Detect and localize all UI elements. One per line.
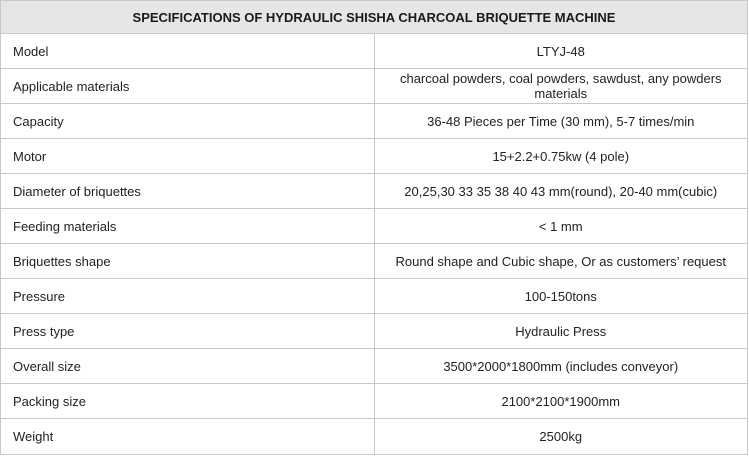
table-title: SPECIFICATIONS OF HYDRAULIC SHISHA CHARCOAL BRIQUETTE MACHINE: [1, 1, 748, 34]
row-label-briquettes-shape: Briquettes shape: [1, 244, 375, 279]
row-value-feeding-materials: < 1 mm: [374, 209, 748, 244]
row-value-briquettes-shape: Round shape and Cubic shape, Or as customers’ request: [374, 244, 748, 279]
title-row: [1, 1, 748, 34]
row-value-motor: 15+2.2+0.75kw (4 pole): [374, 139, 748, 174]
row-label-capacity: Capacity: [1, 104, 375, 139]
table-row: [1, 279, 748, 314]
table-row: [1, 104, 748, 139]
table-row: [1, 244, 748, 279]
table-row: [1, 69, 748, 104]
table-row: [1, 34, 748, 69]
row-label-weight: Weight: [1, 419, 375, 455]
row-value-overall-size: 3500*2000*1800mm (includes conveyor): [374, 349, 748, 384]
table-row: [1, 419, 748, 455]
row-label-overall-size: Overall size: [1, 349, 375, 384]
table-row: [1, 349, 748, 384]
row-label-packing-size: Packing size: [1, 384, 375, 419]
row-value-press-type: Hydraulic Press: [374, 314, 748, 349]
row-label-model: Model: [1, 34, 375, 69]
table-row: [1, 174, 748, 209]
row-label-pressure: Pressure: [1, 279, 375, 314]
row-value-model: LTYJ-48: [374, 34, 748, 69]
row-label-applicable-materials: Applicable materials: [1, 69, 375, 104]
table-row: [1, 139, 748, 174]
row-value-weight: 2500kg: [374, 419, 748, 455]
row-value-packing-size: 2100*2100*1900mm: [374, 384, 748, 419]
row-value-applicable-materials: charcoal powders, coal powders, sawdust, any powders materials: [374, 69, 748, 104]
row-label-press-type: Press type: [1, 314, 375, 349]
row-value-pressure: 100-150tons: [374, 279, 748, 314]
row-label-feeding-materials: Feeding materials: [1, 209, 375, 244]
row-value-diameter: 20,25,30 33 35 38 40 43 mm(round), 20-40 mm(cubic): [374, 174, 748, 209]
row-label-diameter: Diameter of briquettes: [1, 174, 375, 209]
table-row: [1, 384, 748, 419]
row-label-motor: Motor: [1, 139, 375, 174]
table-row: [1, 314, 748, 349]
table-row: [1, 209, 748, 244]
row-value-capacity: 36-48 Pieces per Time (30 mm), 5-7 times/min: [374, 104, 748, 139]
